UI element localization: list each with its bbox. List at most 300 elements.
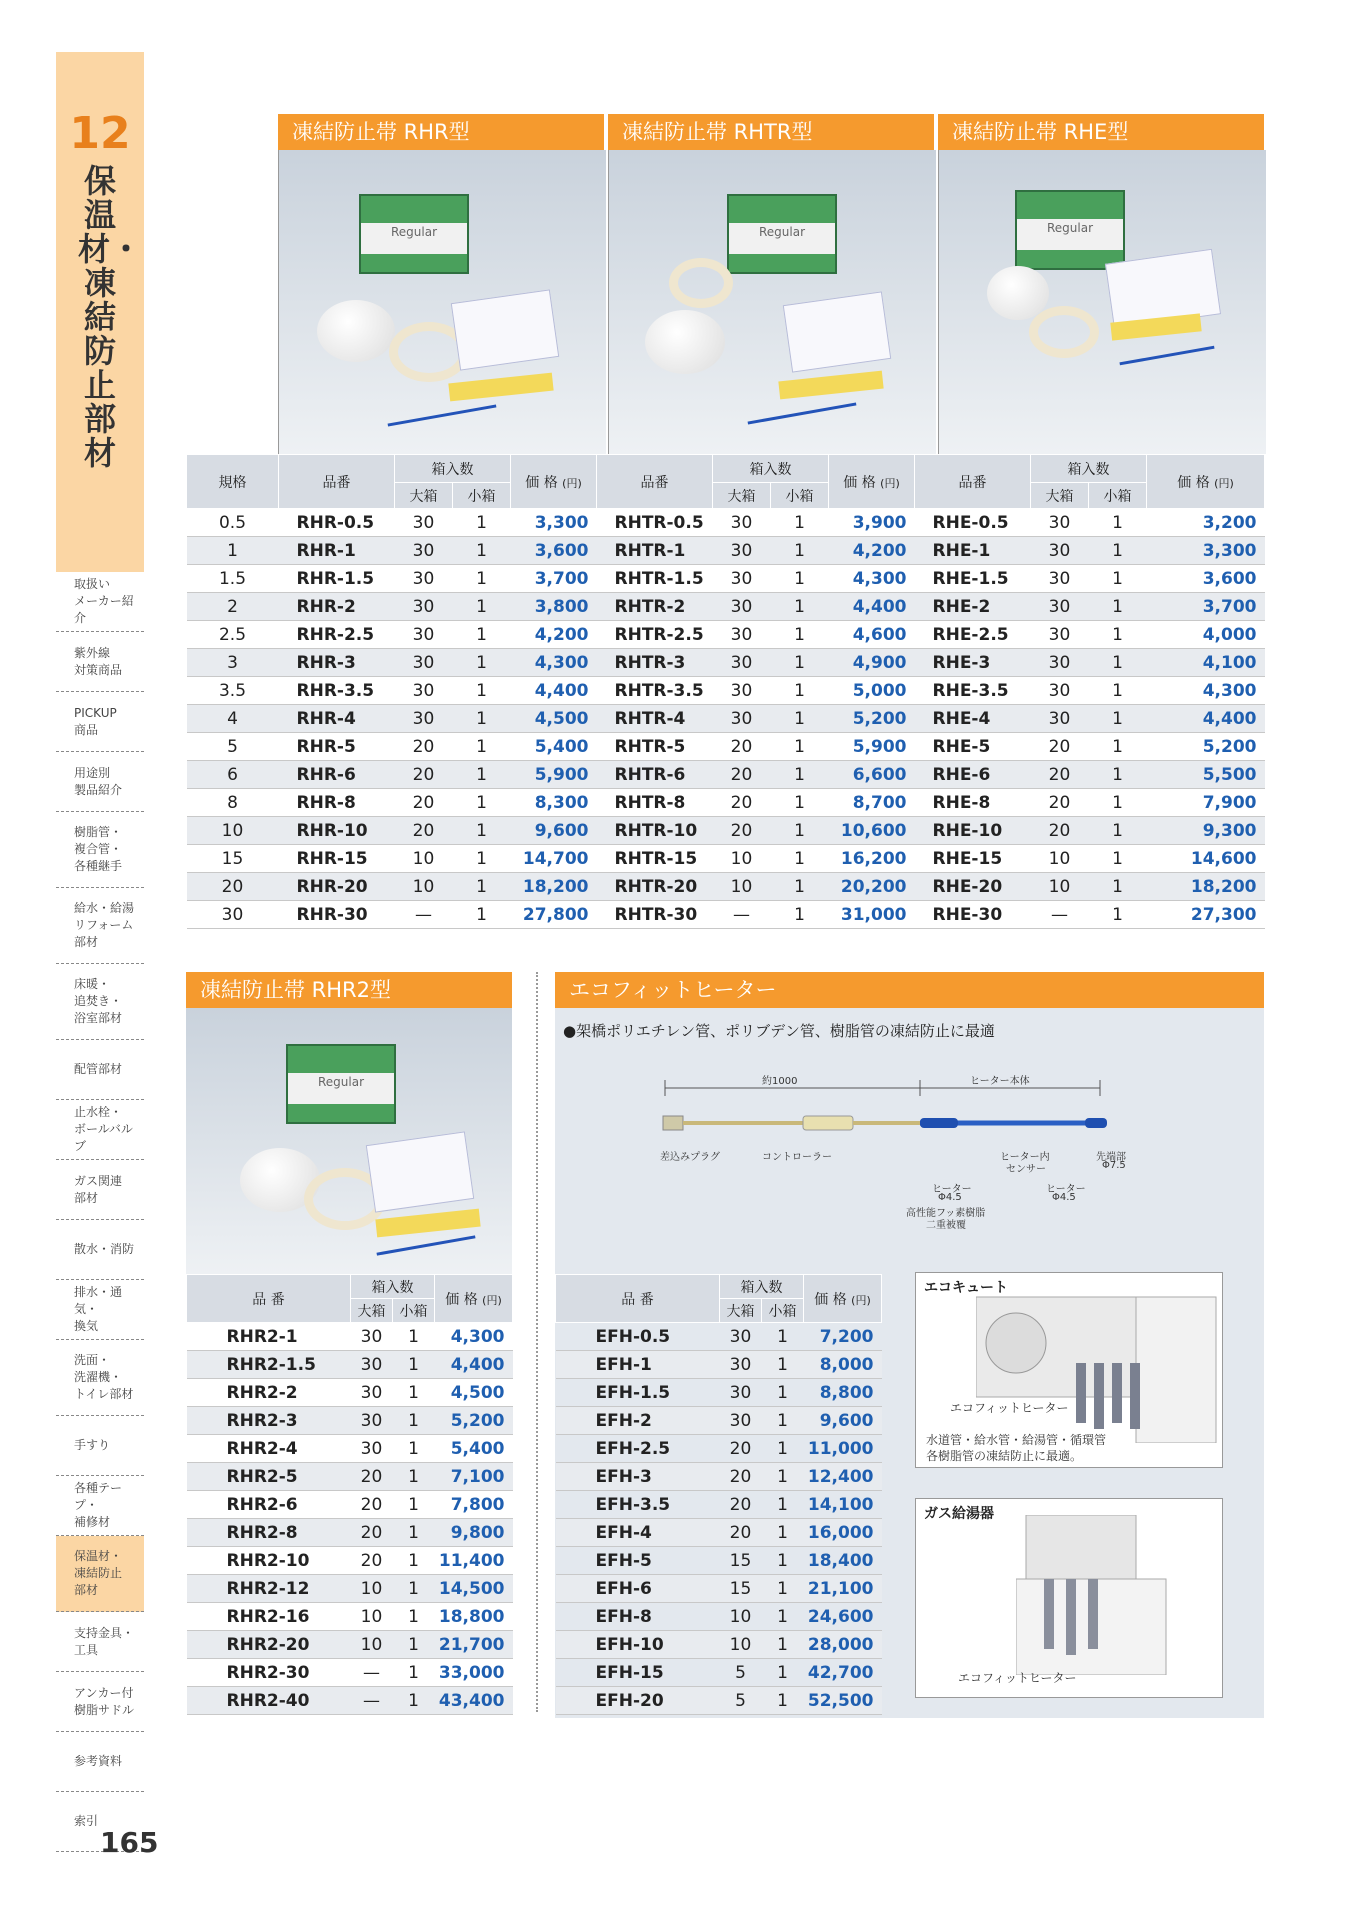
table-cell: 15: [187, 845, 279, 873]
table-cell: RHR2-16: [187, 1603, 351, 1631]
table-cell: RHR-15: [279, 845, 395, 873]
table-cell: 7,200: [804, 1323, 882, 1351]
table-row: [556, 1491, 882, 1519]
table-row: [187, 873, 1265, 901]
table-cell: —: [351, 1659, 393, 1687]
nav-item[interactable]: [56, 1100, 144, 1160]
table-cell: 1: [453, 565, 511, 593]
table-cell: 1: [762, 1435, 804, 1463]
table-cell: 1: [453, 789, 511, 817]
table-cell: 30: [1031, 593, 1089, 621]
table-cell: 1: [1089, 677, 1147, 705]
table-row: [187, 1519, 513, 1547]
table-cell: RHE-1.5: [915, 565, 1031, 593]
nav-item-label: 洗濯機・: [74, 1370, 123, 1384]
header-code: 品番: [279, 455, 395, 509]
table-cell: 1: [762, 1603, 804, 1631]
table-cell: 10: [395, 873, 453, 901]
header-box: 箱入数: [713, 455, 829, 483]
table-cell: 1: [393, 1435, 435, 1463]
table-cell: 30: [720, 1407, 762, 1435]
table-cell: 1: [771, 677, 829, 705]
table-cell: 10: [720, 1603, 762, 1631]
header-large: 大箱: [351, 1299, 393, 1323]
nav-item-label: リフォーム: [74, 918, 134, 932]
nav-item[interactable]: [56, 888, 144, 964]
table-cell: 5,400: [435, 1435, 513, 1463]
section-header-rhr: 凍結防止帯 RHR型: [278, 114, 604, 150]
table-cell: 18,400: [804, 1547, 882, 1575]
table-cell: 1: [393, 1519, 435, 1547]
header-small: 小箱: [453, 483, 511, 509]
table-cell: RHR2-12: [187, 1575, 351, 1603]
table-cell: 20: [720, 1519, 762, 1547]
nav-item-label: 支持金具・: [74, 1625, 135, 1640]
table-row: [187, 789, 1265, 817]
table-cell: 10: [713, 845, 771, 873]
side-nav: [56, 572, 144, 1852]
table-row: [187, 1687, 513, 1715]
table-cell: 20: [395, 817, 453, 845]
table-cell: 1: [393, 1603, 435, 1631]
table-cell: 1: [762, 1659, 804, 1687]
nav-item-label: メーカー紹介: [74, 594, 134, 625]
header-price: 価 格 (円): [804, 1275, 882, 1323]
table-cell: 1: [453, 593, 511, 621]
table-cell: 20: [1031, 761, 1089, 789]
table-cell: 3,200: [1147, 509, 1265, 537]
table-cell: 30: [1031, 565, 1089, 593]
table-cell: 1: [762, 1547, 804, 1575]
nav-item-label: PICKUP: [74, 705, 117, 720]
table-row: [556, 1519, 882, 1547]
nav-item-label: 工具: [74, 1642, 99, 1657]
table-cell: RHE-3: [915, 649, 1031, 677]
table-cell: 1: [762, 1575, 804, 1603]
table-cell: 8,700: [829, 789, 915, 817]
table-row: [187, 1379, 513, 1407]
table-cell: EFH-1: [556, 1351, 720, 1379]
table-cell: RHTR-0.5: [597, 509, 713, 537]
product-photo-rhe: Regular: [938, 150, 1266, 454]
table-cell: 1: [762, 1407, 804, 1435]
header-small: 小箱: [1089, 483, 1147, 509]
header-code: 品 番: [187, 1275, 351, 1323]
header-price: 価 格 (円): [435, 1275, 513, 1323]
nav-item-label: 部材: [74, 935, 99, 949]
table-cell: 10: [1031, 845, 1089, 873]
table-cell: 14,600: [1147, 845, 1265, 873]
table-cell: 4,500: [435, 1379, 513, 1407]
nav-item[interactable]: [56, 1416, 144, 1476]
chapter-tab: [56, 52, 144, 572]
nav-item[interactable]: [56, 1672, 144, 1732]
table-cell: 8: [187, 789, 279, 817]
table-cell: 1: [453, 509, 511, 537]
table-cell: 20: [713, 761, 771, 789]
nav-item-label: 紫外線: [74, 645, 111, 660]
table-cell: EFH-6: [556, 1575, 720, 1603]
ecocute-desc-1: 水道管・給水管・給湯管・循環管: [926, 1433, 1107, 1447]
table-row: [187, 1463, 513, 1491]
table-cell: 4,600: [829, 621, 915, 649]
diagram-label-tip-1: 先端部: [1096, 1152, 1126, 1163]
diagram-label-heater-a-4: 二重被覆: [926, 1220, 966, 1231]
table-cell: 10: [720, 1631, 762, 1659]
table-cell: 20: [351, 1519, 393, 1547]
header-small: 小箱: [393, 1299, 435, 1323]
nav-item[interactable]: [56, 1040, 144, 1100]
table-cell: 14,700: [511, 845, 597, 873]
nav-item[interactable]: [56, 692, 144, 752]
table-cell: 1: [762, 1323, 804, 1351]
nav-item[interactable]: [56, 964, 144, 1040]
table-cell: RHE-1: [915, 537, 1031, 565]
nav-item[interactable]: [56, 632, 144, 692]
table-cell: 1: [393, 1659, 435, 1687]
nav-item[interactable]: [56, 572, 144, 632]
table-cell: 4,200: [829, 537, 915, 565]
diagram-label-approx: 約1000: [762, 1076, 798, 1087]
section-header-rhe: 凍結防止帯 RHE型: [938, 114, 1264, 150]
nav-item-label: 部材: [74, 1190, 99, 1205]
table-cell: 1: [393, 1575, 435, 1603]
table-cell: 1: [393, 1323, 435, 1351]
table-cell: RHTR-2: [597, 593, 713, 621]
table-cell: 1: [762, 1519, 804, 1547]
diagram-label-heater-a-1: ヒーター: [932, 1184, 972, 1195]
table-row: [187, 677, 1265, 705]
table-row: [187, 1631, 513, 1659]
header-box: 箱入数: [351, 1275, 435, 1299]
table-cell: 6,600: [829, 761, 915, 789]
nav-item[interactable]: [56, 812, 144, 888]
table-cell: 1: [393, 1351, 435, 1379]
table-cell: 30: [1031, 705, 1089, 733]
table-cell: RHE-3.5: [915, 677, 1031, 705]
nav-item-label: ガス関連: [74, 1173, 123, 1188]
table-cell: —: [351, 1687, 393, 1715]
table-cell: EFH-15: [556, 1659, 720, 1687]
table-cell: 18,200: [511, 873, 597, 901]
nav-item-label: 用途別: [74, 765, 111, 780]
section-header-rhr2: 凍結防止帯 RHR2型: [186, 972, 512, 1008]
table-cell: RHTR-20: [597, 873, 713, 901]
nav-item[interactable]: [56, 752, 144, 812]
nav-item-label: 配管部材: [74, 1062, 123, 1076]
nav-item[interactable]: [56, 1536, 144, 1612]
table-cell: RHR2-30: [187, 1659, 351, 1687]
table-cell: 20: [713, 733, 771, 761]
table-cell: RHR2-2: [187, 1379, 351, 1407]
table-cell: 30: [187, 901, 279, 929]
table-row: [187, 1575, 513, 1603]
table-cell: RHE-8: [915, 789, 1031, 817]
table-row: [187, 509, 1265, 537]
table-cell: RHR-20: [279, 873, 395, 901]
table-cell: RHR2-4: [187, 1435, 351, 1463]
diagram-label-tip-2: Φ7.5: [1102, 1160, 1126, 1171]
header-price: 価 格 (円): [829, 455, 915, 509]
table-cell: EFH-8: [556, 1603, 720, 1631]
table-cell: 10: [351, 1603, 393, 1631]
table-cell: 5,200: [1147, 733, 1265, 761]
table-cell: 21,700: [435, 1631, 513, 1659]
nav-item-label: 複合管・: [74, 842, 123, 856]
table-cell: 8,300: [511, 789, 597, 817]
table-cell: 33,000: [435, 1659, 513, 1687]
table-cell: 3,700: [1147, 593, 1265, 621]
table-cell: 1: [762, 1687, 804, 1715]
table-cell: RHTR-10: [597, 817, 713, 845]
table-cell: 1: [1089, 509, 1147, 537]
table-cell: 4,100: [1147, 649, 1265, 677]
ecocute-title: エコキュート: [924, 1280, 1008, 1296]
table-cell: 30: [1031, 621, 1089, 649]
nav-item-label: 参考資料: [74, 1754, 123, 1768]
table-cell: RHR2-1.5: [187, 1351, 351, 1379]
table-cell: RHR-10: [279, 817, 395, 845]
table-cell: 11,400: [435, 1547, 513, 1575]
header-large: 大箱: [720, 1299, 762, 1323]
table-cell: 1: [771, 817, 829, 845]
table-cell: 30: [395, 649, 453, 677]
table-cell: 1: [453, 873, 511, 901]
table-cell: 1: [1089, 901, 1147, 929]
table-cell: 1: [393, 1631, 435, 1659]
table-row: [187, 621, 1265, 649]
table-row: [187, 761, 1265, 789]
nav-item-label: 取扱い: [74, 577, 111, 591]
main-price-table: [186, 454, 1265, 929]
table-cell: 20: [395, 761, 453, 789]
table-cell: 30: [395, 677, 453, 705]
table-cell: 27,800: [511, 901, 597, 929]
table-cell: 1: [393, 1463, 435, 1491]
diagram-label-sensor-1: ヒーター内: [1000, 1152, 1050, 1163]
table-cell: RHE-4: [915, 705, 1031, 733]
table-cell: RHR2-6: [187, 1491, 351, 1519]
table-cell: 1: [393, 1407, 435, 1435]
table-cell: 1: [187, 537, 279, 565]
table-cell: 3: [187, 649, 279, 677]
table-cell: RHR2-1: [187, 1323, 351, 1351]
table-cell: 18,800: [435, 1603, 513, 1631]
gas-title: ガス給湯器: [924, 1506, 994, 1522]
table-cell: 4: [187, 705, 279, 733]
gas-heater-illustration: [1016, 1515, 1196, 1675]
section-header-efh: エコフィットヒーター: [555, 972, 1264, 1008]
table-cell: 4,500: [511, 705, 597, 733]
table-cell: RHE-2.5: [915, 621, 1031, 649]
table-cell: 1: [1089, 789, 1147, 817]
table-cell: 30: [1031, 649, 1089, 677]
nav-item-label: 各種継手: [74, 859, 123, 873]
table-cell: EFH-2: [556, 1407, 720, 1435]
table-cell: 30: [720, 1351, 762, 1379]
table-cell: 1: [771, 649, 829, 677]
table-cell: RHR-8: [279, 789, 395, 817]
table-cell: 0.5: [187, 509, 279, 537]
diagram-label-heater-b-1: ヒーター: [1046, 1184, 1086, 1195]
table-cell: 52,500: [804, 1687, 882, 1715]
table-cell: EFH-2.5: [556, 1435, 720, 1463]
table-cell: 30: [395, 705, 453, 733]
table-row: [556, 1631, 882, 1659]
table-row: [556, 1323, 882, 1351]
table-cell: RHE-10: [915, 817, 1031, 845]
table-cell: RHE-0.5: [915, 509, 1031, 537]
nav-item[interactable]: [56, 1220, 144, 1280]
table-row: [187, 733, 1265, 761]
table-cell: 4,400: [829, 593, 915, 621]
table-cell: 20: [713, 789, 771, 817]
table-cell: 30: [713, 593, 771, 621]
table-cell: RHE-6: [915, 761, 1031, 789]
table-cell: 1: [771, 705, 829, 733]
table-cell: 20,200: [829, 873, 915, 901]
table-cell: EFH-10: [556, 1631, 720, 1659]
table-cell: 5,900: [829, 733, 915, 761]
table-cell: 4,900: [829, 649, 915, 677]
nav-item-label: 手すり: [74, 1438, 111, 1452]
diagram-label-heater-a-2: Φ4.5: [938, 1192, 962, 1203]
table-cell: 4,400: [511, 677, 597, 705]
table-cell: 1: [1089, 621, 1147, 649]
nav-item[interactable]: [56, 1160, 144, 1220]
header-price: 価 格 (円): [1147, 455, 1265, 509]
table-cell: RHE-20: [915, 873, 1031, 901]
table-row: [187, 1351, 513, 1379]
table-cell: RHR2-8: [187, 1519, 351, 1547]
table-cell: RHR-5: [279, 733, 395, 761]
table-cell: 3,800: [511, 593, 597, 621]
table-cell: 1: [771, 733, 829, 761]
table-cell: 1.5: [187, 565, 279, 593]
nav-item-label: 商品: [74, 722, 99, 737]
table-cell: 30: [713, 677, 771, 705]
nav-item[interactable]: [56, 1476, 144, 1536]
diagram-label-heater-a-3: 高性能フッ素樹脂: [906, 1208, 986, 1219]
table-row: [556, 1435, 882, 1463]
table-cell: 1: [771, 509, 829, 537]
table-cell: 1: [771, 593, 829, 621]
nav-item[interactable]: [56, 1280, 144, 1340]
table-cell: 1: [762, 1379, 804, 1407]
table-cell: 5: [187, 733, 279, 761]
table-cell: 1: [453, 845, 511, 873]
table-row: [187, 1323, 513, 1351]
table-cell: 9,600: [511, 817, 597, 845]
table-row: [556, 1547, 882, 1575]
table-cell: 30: [713, 565, 771, 593]
table-cell: 24,600: [804, 1603, 882, 1631]
header-large: 大箱: [1031, 483, 1089, 509]
table-cell: 31,000: [829, 901, 915, 929]
nav-item-label: 索引: [74, 1814, 99, 1828]
header-large: 大箱: [713, 483, 771, 509]
nav-item-label: 部材: [74, 1583, 99, 1597]
nav-item[interactable]: [56, 1732, 144, 1792]
table-cell: 1: [771, 761, 829, 789]
table-cell: 4,200: [511, 621, 597, 649]
table-cell: 30: [713, 509, 771, 537]
header-price: 価 格 (円): [511, 455, 597, 509]
nav-item-label: 散水・消防: [74, 1242, 135, 1256]
table-cell: 42,700: [804, 1659, 882, 1687]
table-cell: RHTR-15: [597, 845, 713, 873]
table-cell: RHTR-3: [597, 649, 713, 677]
table-row: [187, 1603, 513, 1631]
table-cell: 3,600: [511, 537, 597, 565]
table-cell: 1: [1089, 873, 1147, 901]
table-cell: 10: [713, 873, 771, 901]
table-cell: RHR-3: [279, 649, 395, 677]
table-cell: 1: [453, 817, 511, 845]
table-row: [187, 537, 1265, 565]
table-cell: 1: [1089, 845, 1147, 873]
table-cell: 7,900: [1147, 789, 1265, 817]
nav-item-label: 追焚き・: [74, 994, 123, 1008]
table-cell: RHTR-8: [597, 789, 713, 817]
table-cell: EFH-4: [556, 1519, 720, 1547]
table-cell: RHE-30: [915, 901, 1031, 929]
table-cell: 30: [713, 537, 771, 565]
table-cell: EFH-3.5: [556, 1491, 720, 1519]
table-cell: 5,900: [511, 761, 597, 789]
table-cell: 1: [393, 1687, 435, 1715]
table-cell: EFH-5: [556, 1547, 720, 1575]
nav-item-label: 樹脂サドル: [74, 1702, 135, 1717]
table-cell: 1: [1089, 565, 1147, 593]
nav-item[interactable]: [56, 1340, 144, 1416]
table-cell: RHTR-1: [597, 537, 713, 565]
table-row: [187, 817, 1265, 845]
table-cell: 20: [713, 817, 771, 845]
table-cell: 30: [395, 593, 453, 621]
nav-item-label: 止水栓・: [74, 1105, 123, 1119]
table-cell: 1: [1089, 761, 1147, 789]
table-cell: 3,700: [511, 565, 597, 593]
table-cell: RHR-1: [279, 537, 395, 565]
table-row: [187, 565, 1265, 593]
table-cell: 4,300: [1147, 677, 1265, 705]
nav-item-label: 保温材・: [74, 1549, 123, 1563]
table-cell: 14,500: [435, 1575, 513, 1603]
table-cell: 18,200: [1147, 873, 1265, 901]
table-cell: 5,200: [435, 1407, 513, 1435]
table-cell: 28,000: [804, 1631, 882, 1659]
table-cell: RHTR-30: [597, 901, 713, 929]
table-cell: RHR-30: [279, 901, 395, 929]
nav-item-label: 補修材: [74, 1515, 111, 1529]
gas-heater-label: エコフィットヒーター: [958, 1671, 1077, 1685]
table-cell: EFH-0.5: [556, 1323, 720, 1351]
table-cell: 1: [393, 1379, 435, 1407]
table-cell: RHR-2: [279, 593, 395, 621]
rhr2-price-table: [186, 1274, 513, 1715]
table-cell: RHTR-1.5: [597, 565, 713, 593]
table-cell: 7,100: [435, 1463, 513, 1491]
table-cell: 1: [1089, 537, 1147, 565]
nav-item[interactable]: [56, 1612, 144, 1672]
nav-item-label: 給水・給湯: [74, 901, 135, 915]
table-cell: 20: [720, 1463, 762, 1491]
table-cell: 1: [771, 845, 829, 873]
table-row: [187, 593, 1265, 621]
table-cell: 1: [1089, 593, 1147, 621]
table-cell: 43,400: [435, 1687, 513, 1715]
